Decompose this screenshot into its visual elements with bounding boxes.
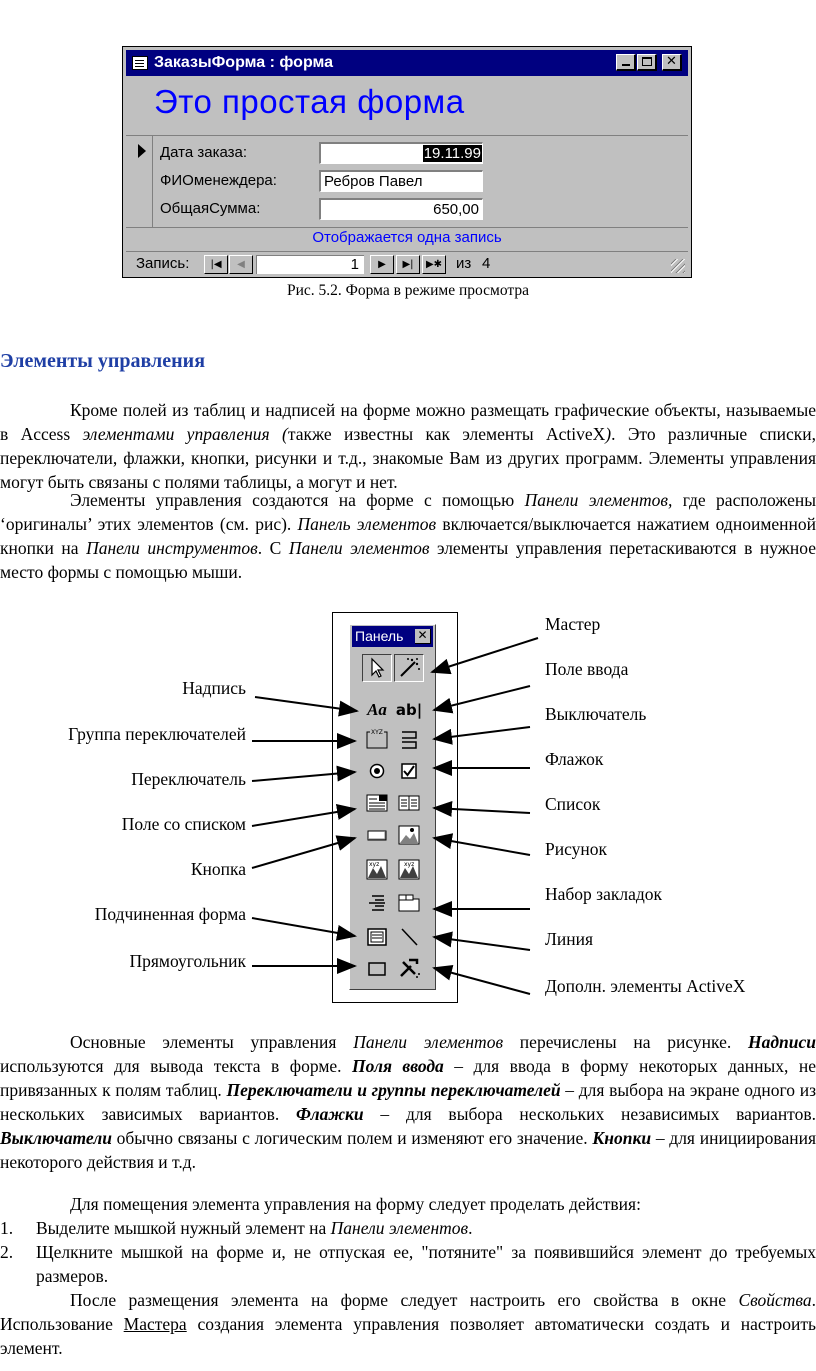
record-label: Запись: xyxy=(136,255,190,272)
first-record-icon: |◀ xyxy=(210,259,222,270)
list-item xyxy=(0,1216,816,1240)
manager-name-value: Ребров Павел xyxy=(324,173,423,190)
text-run: перечислены на рисунке. xyxy=(503,1032,748,1052)
text-run: Щелкните мышкой на форме и, не отпуская ее, "потяните" за появившийся элемент до требуемых размеров. xyxy=(36,1242,816,1286)
close-icon: ✕ xyxy=(666,54,677,69)
svg-text:xyz: xyz xyxy=(369,861,380,868)
arrow-list-box xyxy=(434,808,530,813)
paragraph-5 xyxy=(0,1288,816,1360)
previous-record-icon: ◀ xyxy=(237,259,245,270)
last-record-icon: ▶| xyxy=(402,259,414,270)
italic-run: Панели элементов xyxy=(353,1032,504,1052)
italic-run: Панели инструментов xyxy=(86,538,258,558)
italic-run: Панели элементов xyxy=(330,1218,469,1238)
record-count-value: 4 xyxy=(482,255,491,272)
label-icon[interactable]: Aa xyxy=(367,700,387,719)
label-caption: Надпись xyxy=(182,678,246,698)
text-run: Элементы управления создаются на форме с помощью xyxy=(70,490,525,510)
text-run: . xyxy=(468,1218,473,1238)
text-run: – для выбора на экране одного из нескольких зависимых вариантов. xyxy=(0,1080,816,1124)
text-run: Основные элементы управления xyxy=(70,1032,354,1052)
option-button-caption: Переключатель xyxy=(131,769,246,789)
text-run: – для ввода в форму некоторых данных, не привязанных к полям таблиц. xyxy=(0,1056,816,1100)
text-run: . Использование xyxy=(0,1290,816,1334)
rectangle-caption: Прямоугольник xyxy=(129,951,246,971)
arrow-subform xyxy=(252,918,355,936)
combo-box-caption: Поле со списком xyxy=(121,814,246,834)
list-item-number: 2. xyxy=(0,1242,14,1262)
form-window-title: ЗаказыФорма : форма xyxy=(154,54,334,71)
text-run: . Это различные списки, переключатели, флажки, кнопки, рисунки и т.д., знакомые Вам из других программ. Элементы управления могут быть связаны с полями таблицы, а могут и нет. xyxy=(0,424,816,492)
checkbox-caption: Флажок xyxy=(545,749,604,769)
underlined-run: Мастера xyxy=(123,1314,187,1334)
paragraph-4: Для помещения элемента управления на форму следует проделать действия: xyxy=(70,1194,641,1214)
bold-italic-run: Выключатели xyxy=(0,1128,112,1148)
record-count-of-label: из xyxy=(456,255,472,272)
italic-run: Панели элементов, xyxy=(524,490,673,510)
text-run: Выделите мышкой нужный элемент на xyxy=(36,1218,331,1238)
italic-run: Панель элементов xyxy=(297,514,437,534)
arrow-toggle-button xyxy=(434,727,530,739)
subform-caption: Подчиненная форма xyxy=(94,904,246,924)
tab-control-caption: Набор закладок xyxy=(545,884,663,904)
text-run: включается/выключается нажатием одноименной кнопки на xyxy=(0,514,816,558)
list-item xyxy=(0,1240,816,1288)
wizard-caption: Мастер xyxy=(545,614,601,634)
arrow-wizard xyxy=(432,638,538,672)
option-group-caption: Группа переключателей xyxy=(68,724,246,744)
image-caption: Рисунок xyxy=(545,839,608,859)
arrow-label xyxy=(255,697,357,711)
italic-run: Свойства xyxy=(738,1290,812,1310)
steps-list xyxy=(0,1216,816,1288)
text-run: – для инициирования некоторого действия и т.д. xyxy=(0,1128,816,1172)
record-number-value: 1 xyxy=(350,256,359,273)
close-icon: ✕ xyxy=(417,628,428,642)
new-record-icon: ▶✱ xyxy=(425,259,443,270)
text-run: обычно связаны с логическим полем и изменяют его значение. xyxy=(111,1128,593,1148)
command-button-caption: Кнопка xyxy=(190,859,246,879)
text-run: создания элемента управления позволяет автоматически создать и настроить элемент. xyxy=(0,1314,816,1358)
arrow-line xyxy=(434,937,530,950)
form-header-label: Это простая форма xyxy=(154,83,465,120)
order-date-label: Дата заказа: xyxy=(160,144,248,161)
line-caption: Линия xyxy=(545,929,594,949)
text-run: где расположены ‘оригиналы’ этих элементов (см. рис). xyxy=(0,490,816,534)
total-sum-label: ОбщаяСумма: xyxy=(160,200,261,217)
text-run: После размещения элемента на форме следует настроить его свойства в окне xyxy=(70,1290,739,1310)
more-controls-caption: Дополн. элементы ActiveX xyxy=(545,976,746,996)
arrow-more-controls xyxy=(434,968,530,994)
bold-italic-run: Надписи xyxy=(747,1032,816,1052)
form-footer-label: Отображается одна запись xyxy=(312,229,502,246)
section-heading: Элементы управления xyxy=(0,350,206,372)
list-box-caption: Список xyxy=(545,794,601,814)
text-run: также известны как элементы ActiveX xyxy=(287,424,606,444)
text-run: – для выбора нескольких независимых вариантов. xyxy=(363,1104,816,1124)
bold-italic-run: Флажки xyxy=(296,1104,364,1124)
list-item-number: 1. xyxy=(0,1218,14,1238)
paragraph-3 xyxy=(0,1030,816,1174)
text-run: . С xyxy=(257,538,289,558)
toggle-button-caption: Выключатель xyxy=(545,704,647,724)
arrow-image xyxy=(434,838,530,855)
italic-run: ) xyxy=(605,424,612,444)
italic-run: Панели элементов xyxy=(288,538,430,558)
next-record-icon: ▶ xyxy=(378,259,386,270)
toolbox-title: Панель xyxy=(355,628,404,644)
manager-name-label: ФИОменеждера: xyxy=(160,172,277,189)
svg-text:xyz: xyz xyxy=(404,861,415,868)
bold-italic-run: Поля ввода xyxy=(352,1056,444,1076)
textbox-icon[interactable]: ab| xyxy=(395,701,423,719)
text-run: Кроме полей из таблиц и надписей на форме можно размещать графические объекты, называемые в Access xyxy=(0,400,816,444)
bold-italic-run: Кнопки xyxy=(592,1128,652,1148)
order-date-value: 19.11.99 xyxy=(423,145,481,162)
figure-caption: Рис. 5.2. Форма в режиме просмотра xyxy=(286,282,530,299)
italic-run: элементами управления ( xyxy=(82,424,288,444)
bold-italic-run: Переключатели и группы переключателей xyxy=(226,1080,561,1100)
text-run: используются для вывода текста в форме. xyxy=(0,1056,353,1076)
total-sum-value: 650,00 xyxy=(433,201,479,218)
arrow-combo-box xyxy=(252,809,355,826)
arrow-textbox xyxy=(434,686,530,710)
svg-text:XYZ: XYZ xyxy=(371,729,383,736)
text-run: элементы управления перетаскиваются в нужное место формы с помощью мыши. xyxy=(0,538,816,582)
arrow-command-button xyxy=(252,838,355,868)
arrow-option-button xyxy=(252,772,355,781)
textbox-caption: Поле ввода xyxy=(545,659,629,679)
